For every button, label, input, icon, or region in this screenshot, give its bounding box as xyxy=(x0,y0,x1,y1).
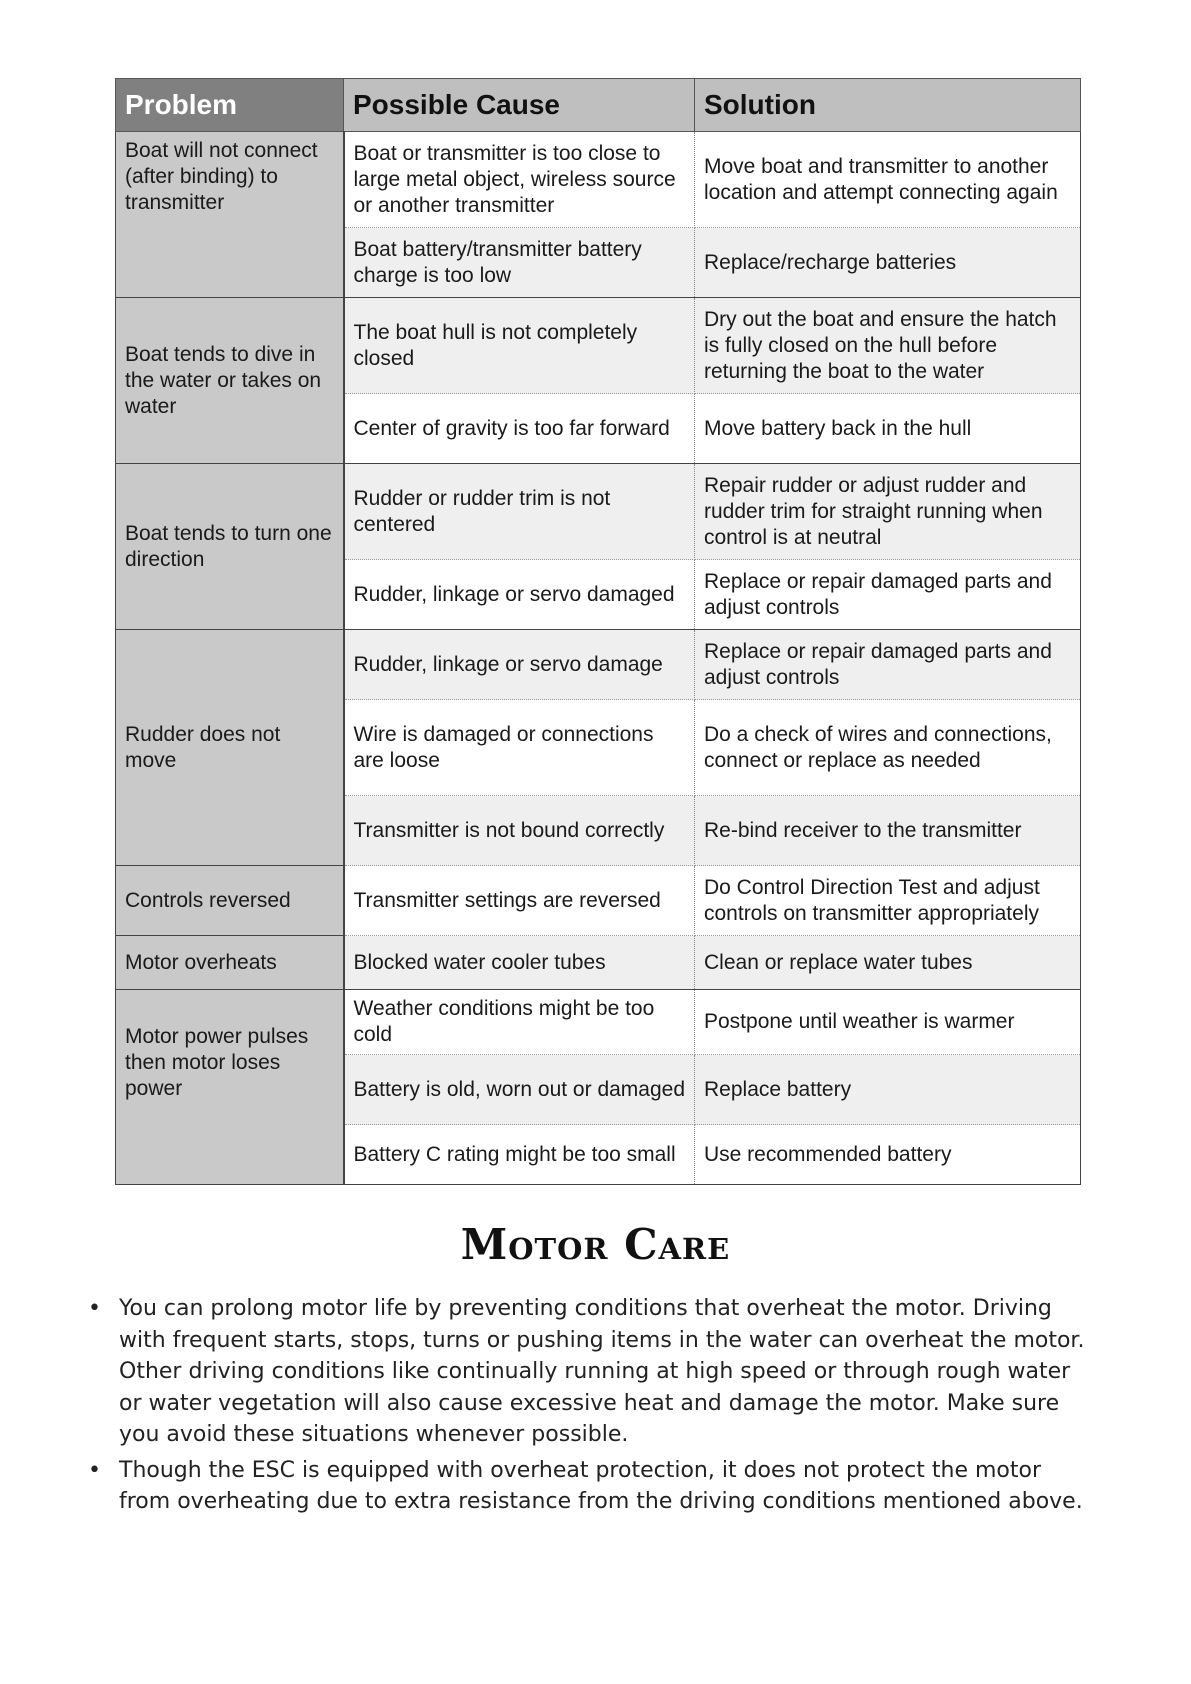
table-header-row xyxy=(116,79,1081,132)
cause-cell: Weather conditions might be too cold xyxy=(344,990,695,1055)
table-row xyxy=(116,630,1081,700)
problem-cell: Controls reversed xyxy=(116,866,344,936)
solution-cell: Do Control Direction Test and adjust controls on transmitter appropriately xyxy=(695,866,1081,936)
motor-care-list xyxy=(88,1293,1088,1522)
solution-cell: Postpone until weather is warmer xyxy=(695,990,1081,1055)
problem-cell: Motor power pulses then motor loses power xyxy=(116,990,344,1185)
solution-cell: Replace battery xyxy=(695,1055,1081,1125)
cause-cell: The boat hull is not completely closed xyxy=(344,298,695,394)
bullet-icon: • xyxy=(88,1296,101,1321)
cause-cell: Rudder or rudder trim is not centered xyxy=(344,464,695,560)
cause-cell: Center of gravity is too far forward xyxy=(344,394,695,464)
solution-cell: Replace/recharge batteries xyxy=(695,228,1081,298)
cause-cell: Boat battery/transmitter battery charge is too low xyxy=(344,228,695,298)
table-row xyxy=(116,866,1081,936)
table-row xyxy=(116,298,1081,394)
solution-cell: Use recommended battery xyxy=(695,1125,1081,1185)
problem-cell: Boat tends to dive in the water or takes on water xyxy=(116,298,344,464)
troubleshooting-table xyxy=(115,78,1081,1185)
problem-cell: Boat tends to turn one direction xyxy=(116,464,344,630)
cause-cell: Rudder, linkage or servo damage xyxy=(344,630,695,700)
solution-cell: Repair rudder or adjust rudder and rudder trim for straight running when control is at neutral xyxy=(695,464,1081,560)
cause-cell: Transmitter is not bound correctly xyxy=(344,796,695,866)
header-solution: Solution xyxy=(695,79,1081,132)
problem-cell: Motor overheats xyxy=(116,936,344,990)
solution-cell: Dry out the boat and ensure the hatch is fully closed on the hull before returning the boat to the water xyxy=(695,298,1081,394)
table-row xyxy=(116,132,1081,228)
solution-cell: Move battery back in the hull xyxy=(695,394,1081,464)
cause-cell: Boat or transmitter is too close to large metal object, wireless source or another transmitter xyxy=(344,132,695,228)
solution-cell: Re-bind receiver to the transmitter xyxy=(695,796,1081,866)
solution-cell: Move boat and transmitter to another location and attempt connecting again xyxy=(695,132,1081,228)
solution-cell: Clean or replace water tubes xyxy=(695,936,1081,990)
list-item xyxy=(88,1455,1088,1518)
table-row xyxy=(116,936,1081,990)
problem-cell: Rudder does not move xyxy=(116,630,344,866)
table-row xyxy=(116,464,1081,560)
bullet-icon: • xyxy=(88,1457,101,1483)
solution-cell: Replace or repair damaged parts and adjust controls xyxy=(695,560,1081,630)
solution-cell: Do a check of wires and connections, connect or replace as needed xyxy=(695,700,1081,796)
header-possible-cause: Possible Cause xyxy=(344,79,695,132)
motor-care-title: Motor Care xyxy=(460,1220,731,1269)
problem-cell: Boat will not connect (after binding) to transmitter xyxy=(116,132,344,298)
list-item xyxy=(88,1293,1088,1451)
cause-cell: Rudder, linkage or servo damaged xyxy=(344,560,695,630)
header-problem: Problem xyxy=(116,79,344,132)
cause-cell: Wire is damaged or connections are loose xyxy=(344,700,695,796)
bullet-text: Though the ESC is equipped with overheat protection, it does not protect the motor from overheating due to extra resistance from the driving conditions mentioned above. xyxy=(119,1457,1083,1514)
bullet-text: You can prolong motor life by preventing conditions that overheat the motor. Driving with frequent starts, stops, turns or pushing items in the water can overheat the motor. Other driving conditions like continually running at high speed or through rough water or water vegetation will also cause excessive heat and damage the motor. Make sure you avoid these situations whenever possible. xyxy=(119,1296,1085,1447)
table-row xyxy=(116,990,1081,1055)
cause-cell: Battery C rating might be too small xyxy=(344,1125,695,1185)
cause-cell: Battery is old, worn out or damaged xyxy=(344,1055,695,1125)
solution-cell: Replace or repair damaged parts and adjust controls xyxy=(695,630,1081,700)
cause-cell: Blocked water cooler tubes xyxy=(344,936,695,990)
cause-cell: Transmitter settings are reversed xyxy=(344,866,695,936)
